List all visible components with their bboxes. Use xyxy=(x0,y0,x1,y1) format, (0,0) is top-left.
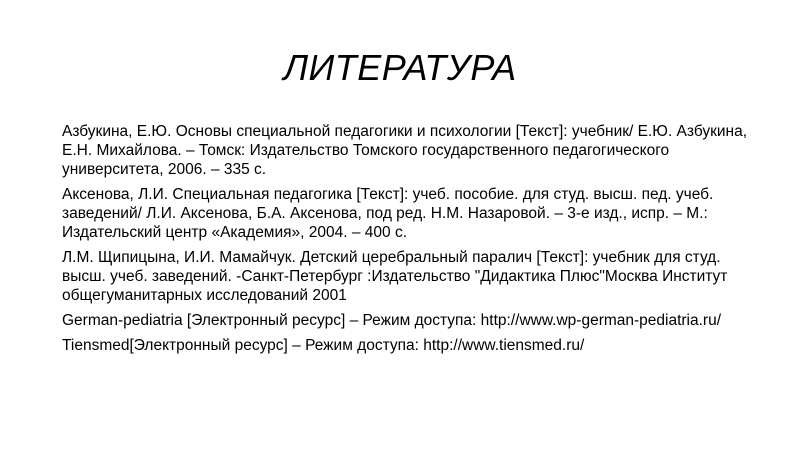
reference-item: German-pediatria [Электронный ресурс] – Режим доступа: http://www.wp-german-pediatria.ru/ xyxy=(62,312,722,329)
reference-list xyxy=(62,122,752,361)
reference-item: Tiensmed[Электронный ресурс] – Режим доступа: http://www.tiensmed.ru/ xyxy=(62,337,585,354)
slide-title: ЛИТЕРАТУРА xyxy=(283,47,517,88)
reference-item: Азбукина, Е.Ю. Основы специальной педагогики и психологии [Текст]: учебник/ Е.Ю. Азбукина, Е.Н. Михайлова. – Томск: Издательство Томского государственного педагогического университета, 2006. – 335 с. xyxy=(62,123,748,178)
reference-item: Аксенова, Л.И. Специальная педагогика [Текст]: учеб. пособие. для студ. высш. пед. учеб. заведений/ Л.И. Аксенова, Б.А. Аксенова, под ред. Н.М. Назаровой. – 3-е изд., испр. – М.: Издательский центр «Академия», 2004. – 400 с. xyxy=(62,186,714,241)
reference-item: Л.М. Щипицына, И.И. Мамайчук. Детский церебральный паралич [Текст]: учебник для студ. высш. учеб. заведений. -Санкт-Петербург :Издательство "Дидактика Плюс"Москва Институт общегуманитарных исследований 2001 xyxy=(62,249,728,304)
